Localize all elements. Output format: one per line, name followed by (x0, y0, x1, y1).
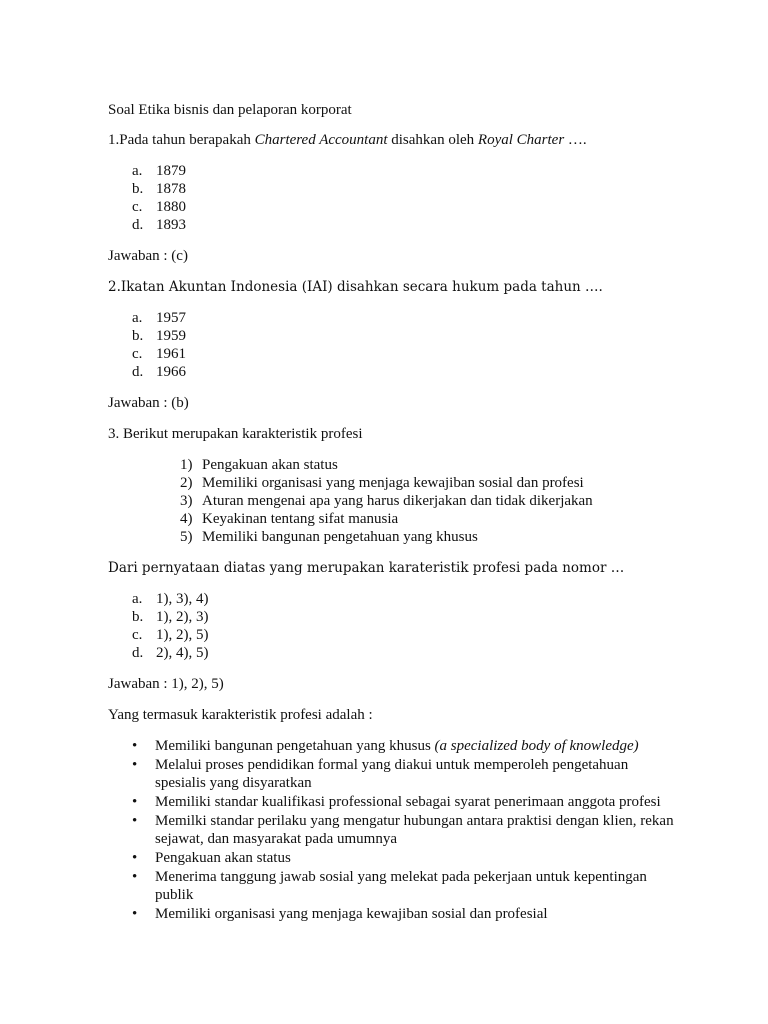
q1-middle: disahkan oleh (387, 132, 478, 148)
q3-statements (108, 456, 668, 546)
option-label: c. (132, 627, 143, 643)
q2-option (108, 345, 668, 363)
q3-statement (108, 528, 668, 546)
bullet-text: Melalui proses pendidikan formal yang diakui untuk memperoleh pengetahuan spesialis yang disyaratkan (155, 757, 629, 791)
option-label: a. (132, 163, 143, 179)
q2-options (108, 309, 668, 381)
q1-options (108, 162, 668, 234)
bullet-text: Menerima tanggung jawab sosial yang melekat pada pekerjaan untuk kepentingan publik (155, 869, 647, 903)
statement-label: 3) (180, 493, 193, 509)
statement-text: Memiliki bangunan pengetahuan yang khusus (202, 529, 478, 545)
option-text: 1893 (156, 217, 186, 233)
summary-bullet-list (108, 737, 674, 923)
option-text: 1880 (156, 199, 186, 215)
option-text: 1966 (156, 364, 186, 380)
bullet-text: Memiliki organisasi yang menjaga kewajiban sosial dan profesial (155, 906, 548, 922)
bullet-icon: • (132, 850, 138, 866)
bullet-text: Memilki standar perilaku yang mengatur hubungan antara praktisi dengan klien, rekan sejawat, dan masyarakat pada umumnya (155, 813, 674, 847)
q1-option (108, 180, 668, 198)
q3-statement (108, 510, 668, 528)
q1-italic-royal: Royal Charter (477, 132, 565, 148)
statement-label: 1) (180, 457, 193, 473)
q3-statement (108, 492, 668, 510)
bullet-item (108, 756, 675, 792)
option-label: b. (132, 181, 144, 197)
statement-label: 2) (180, 475, 193, 491)
option-label: d. (132, 364, 144, 380)
option-text: 1879 (156, 163, 186, 179)
option-label: a. (132, 591, 143, 607)
bullet-item (108, 849, 675, 867)
bullet-item (108, 905, 675, 923)
statement-text: Aturan mengenai apa yang harus dikerjakan dan tidak dikerjakan (202, 493, 593, 509)
bullet-icon: • (132, 869, 138, 885)
q3-statement (108, 456, 668, 474)
option-text: 1), 3), 4) (156, 591, 209, 607)
q2-option (108, 363, 668, 381)
q3-option (108, 590, 668, 608)
statement-label: 4) (180, 511, 193, 527)
q1-option (108, 162, 668, 180)
statement-text: Pengakuan akan status (202, 457, 338, 473)
bullet-icon: • (132, 906, 138, 922)
bullet-icon: • (132, 813, 138, 829)
q3-option (108, 644, 668, 662)
bullet-icon: • (132, 738, 138, 754)
q2-option (108, 327, 668, 345)
option-label: b. (132, 328, 144, 344)
question-2: 2.Ikatan Akuntan Indonesia (IAI) disahkan secara hukum pada tahun …. (108, 279, 603, 295)
bullet-item (108, 868, 675, 904)
q1-prefix: 1.Pada tahun berapakah (108, 132, 255, 148)
bullet-item (108, 793, 675, 811)
bullet-icon: • (132, 757, 138, 773)
bullet-text: Memiliki bangunan pengetahuan yang khusus (155, 738, 435, 754)
q2-answer: Jawaban : (b) (108, 395, 189, 411)
bullet-item (108, 812, 675, 848)
question-1 (108, 131, 668, 149)
bullet-icon: • (132, 794, 138, 810)
q2-option (108, 309, 668, 327)
q3-answer: Jawaban : 1), 2), 5) (108, 676, 224, 692)
q3-statement (108, 474, 668, 492)
q3-option (108, 626, 668, 644)
option-text: 1959 (156, 328, 186, 344)
document-title: Soal Etika bisnis dan pelaporan korporat (108, 102, 352, 118)
bullet-italic-text: (a specialized body of knowledge) (434, 738, 639, 754)
bullet-text: Pengakuan akan status (155, 850, 291, 866)
statement-label: 5) (180, 529, 193, 545)
q1-option (108, 198, 668, 216)
bullet-item (108, 737, 675, 755)
bullet-text: Memiliki standar kualifikasi professional sebagai syarat penerimaan anggota profesi (155, 794, 661, 810)
q3-option (108, 608, 668, 626)
option-text: 1878 (156, 181, 186, 197)
q1-italic-chartered: Chartered Accountant (254, 132, 388, 148)
option-text: 1), 2), 5) (156, 627, 209, 643)
question-3: 3. Berikut merupakan karakteristik profesi (108, 426, 363, 442)
q3-options (108, 590, 668, 662)
q1-suffix: …. (564, 132, 587, 148)
q1-answer: Jawaban : (c) (108, 248, 188, 264)
option-text: 2), 4), 5) (156, 645, 209, 661)
option-label: c. (132, 199, 143, 215)
q3-question: Dari pernyataan diatas yang merupakan karateristik profesi pada nomor … (108, 560, 625, 576)
option-label: d. (132, 645, 144, 661)
option-text: 1961 (156, 346, 186, 362)
option-label: d. (132, 217, 144, 233)
statement-text: Memiliki organisasi yang menjaga kewajiban sosial dan profesi (202, 475, 584, 491)
summary-heading: Yang termasuk karakteristik profesi adalah : (108, 707, 373, 723)
option-label: b. (132, 609, 144, 625)
document-page (108, 101, 674, 924)
option-text: 1957 (156, 310, 186, 326)
option-label: c. (132, 346, 143, 362)
statement-text: Keyakinan tentang sifat manusia (202, 511, 399, 527)
q1-option (108, 216, 668, 234)
option-text: 1), 2), 3) (156, 609, 209, 625)
option-label: a. (132, 310, 143, 326)
